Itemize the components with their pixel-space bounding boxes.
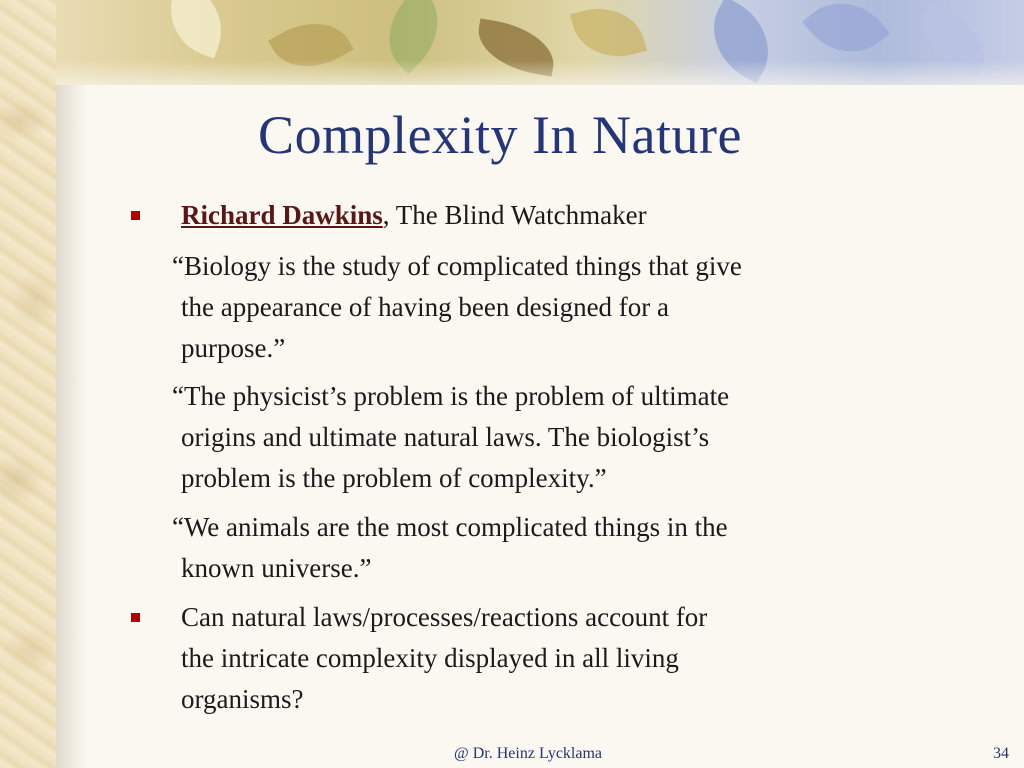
quote-1-line-1: “Biology is the study of complicated things that give [172,251,742,281]
bullet-2-line-1: Can natural laws/processes/reactions account for [181,602,708,632]
quote-2-line-1: “The physicist’s problem is the problem of ultimate [172,381,730,411]
quote-3-line-2: known universe.” [181,553,372,583]
footer-author: @ Dr. Heinz Lycklama [454,745,603,762]
quote-2-line-2: origins and ultimate natural laws. The biologist’s [181,422,710,452]
book-title: , The Blind Watchmaker [382,200,647,230]
bullet-2-line-3: organisms? [181,684,304,714]
quote-3-line-1: “We animals are the most complicated things in the [172,512,728,542]
bullet-square-icon [131,211,140,220]
slide-title: Complexity In Nature [258,105,742,165]
author-name: Richard Dawkins [181,200,383,230]
quote-2-line-3: problem is the problem of complexity.” [181,463,607,493]
quote-1-line-3: purpose.” [181,333,286,363]
page-number: 34 [993,745,1009,762]
quote-1-line-2: the appearance of having been designed for a [181,292,670,322]
bullet-1-heading [181,202,647,229]
bullet-2-line-2: the intricate complexity displayed in all living [181,643,679,673]
bullet-square-icon [131,613,140,622]
